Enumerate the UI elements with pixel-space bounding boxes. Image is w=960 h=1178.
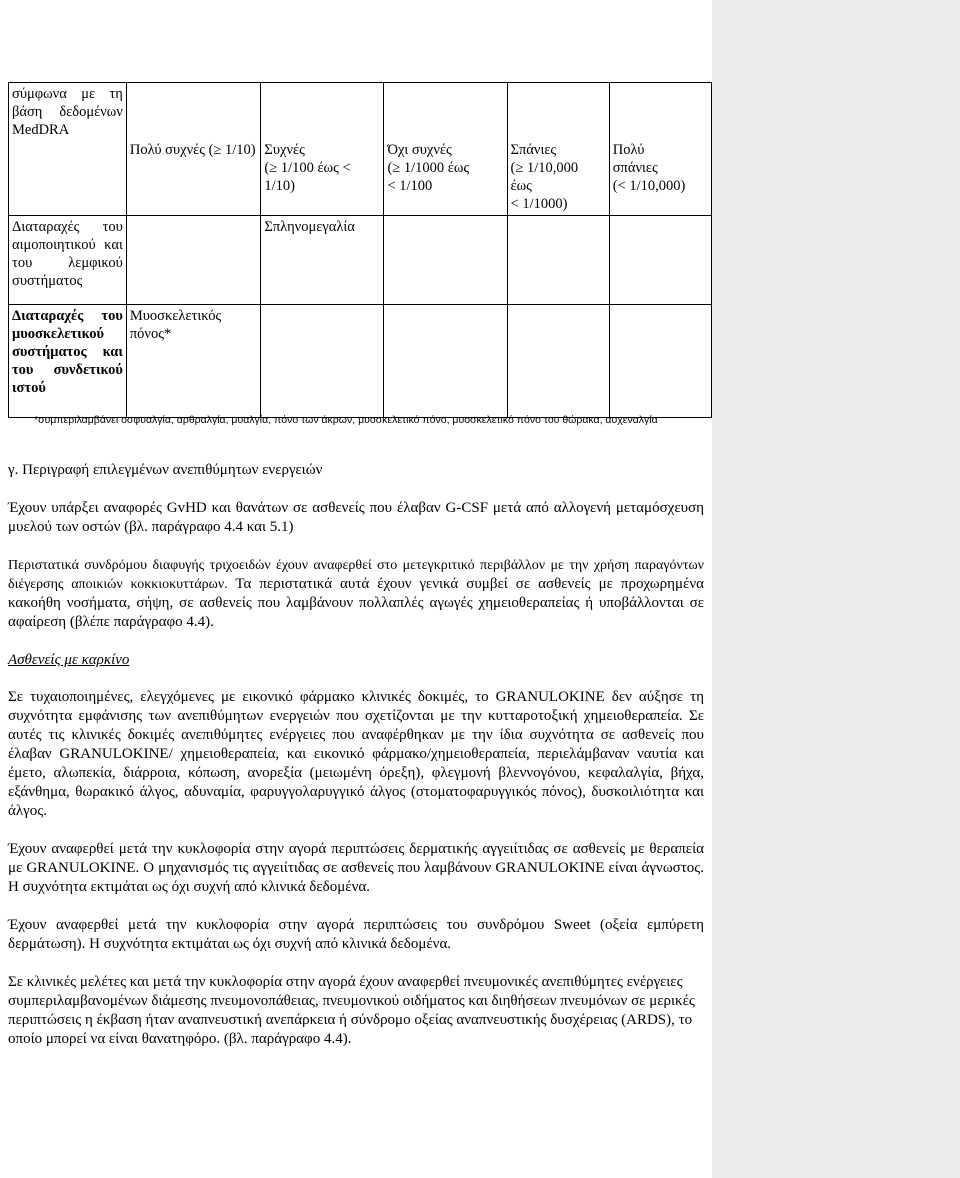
table-row <box>9 305 712 418</box>
row-very-rare <box>609 305 711 418</box>
paragraph-randomized-trials: Σε τυχαιοποιημένες, ελεγχόμενες με εικονικό φάρμακο κλινικές δοκιμές, το GRANULOKINE δεν αύξησε τη συχνότητα εμφάνισης των ανεπιθύμητων ενεργειών που σχετίζονται με την κυτταροτοξική χημειοθεραπεία. Σε αυτές τις κλινικές δοκιμές ανεπιθύμητες ενέργειες που αναφέρθηκαν με την ίδια συχνότητα σε ασθενείς που έλαβαν GRANULOKINE/ χημειοθεραπεία, και εικονικό φάρμακο/χημειοθεραπεία, περιελάμβαναν ναυτία και έμετο, αλωπεκία, διάρροια, κόπωση, ανορεξία (μειωμένη όρεξη), φλεγμονή βλεννογόνου, κεφαλαλγία, βήχα, εξάνθημα, θωρακικό άλγος, αδυναμία, φαρυγγολαρυγγικό άλγος (στοματοφαρυγγικός πόνος), δυσκοιλιότητα και άλγος. <box>8 689 704 819</box>
frequency-table <box>8 82 712 418</box>
row-common <box>261 305 384 418</box>
table-footnote: *συμπεριλαμβάνει οσφυαλγία, αρθραλγία, μυαλγία, πόνο των άκρων, μυοσκελετικό πόνο, μυοσκελετικό πόνο του θώρακα, αυχεναλγία <box>34 414 658 426</box>
comment-margin-pane <box>712 0 960 1178</box>
header-organ-class: σύμφωνα με τη βάση δεδομένων MedDRA <box>9 83 127 216</box>
row-organ-class: Διαταραχές του μυοσκελετικού συστήματος και του συνδετικού ιστού <box>9 305 127 418</box>
header-very-rare: Πολύ σπάνιες (< 1/10,000) <box>609 83 711 216</box>
table-row <box>9 216 712 305</box>
row-rare <box>507 305 609 418</box>
header-rare: Σπάνιες (≥ 1/10,000 έως < 1/1000) <box>507 83 609 216</box>
row-very-common: Μυοσκελετικός πόνος* <box>126 305 261 418</box>
header-very-common <box>126 83 261 216</box>
paragraph-pulmonary: Σε κλινικές μελέτες και μετά την κυκλοφορία στην αγορά έχουν αναφερθεί πνευμονικές ανεπιθύμητες ενέργειες συμπεριλαμβανομένων διάμεσης πνευμονοπάθειας, πνευμονικού οιδήματος και διηθήσεων πνευμόνων σε μερικές περιπτώσεις η έκβαση ήταν αναπνευστική ανεπάρκεια ή σύνδρομο οξείας αναπνευστικής δυσχέρειας (ARDS), το οποίο μπορεί να είναι θανατηφόρο. (βλ. παράγραφο 4.4). <box>8 974 695 1047</box>
row-common: Σπληνομεγαλία <box>261 216 384 305</box>
subheading-cancer-patients: Ασθενείς με καρκίνο <box>8 652 130 668</box>
paragraph-sweet-syndrome: Έχουν αναφερθεί μετά την κυκλοφορία στην αγορά περιπτώσεις του συνδρόμου Sweet (οξεία εμπύρετη δερμάτωση). Η συχνότητα εκτιμάται ως όχι συχνή από κλινικά δεδομένα. <box>8 917 704 952</box>
header-uncommon: Όχι συχνές (≥ 1/1000 έως < 1/100 <box>384 83 507 216</box>
paragraph-capillary-leak-part-b: Τα περιστατικά αυτά έχουν γενικά συμβεί σε ασθενείς με προχωρημένα κακοήθη νοσήματα, σήψη, σε ασθενείς που λαμβάνουν πολλαπλές αγωγές χημειοθεραπείας ή υποβάλλονται σε αφαίρεση (βλέπε παράγραφο 4.4). <box>8 576 704 630</box>
header-very-common-text: Πολύ συχνές (≥ 1/10) <box>129 142 256 158</box>
paragraph-capillary-leak-part-a: Περιστατικά συνδρόμου διαφυγής τριχοειδών έχουν αναφερθεί στο μετεγκριτικό περιβάλλον με την χρήση παραγόντων διέγερσης αποικιών κοκκιοκυττάρων. <box>8 558 704 592</box>
row-organ-class: Διαταραχές του αιμοποιητικού και του λεμφικού συστήματος <box>9 216 127 305</box>
row-uncommon <box>384 216 507 305</box>
section-heading: γ. Περιγραφή επιλεγμένων ανεπιθύμητων ενεργειών <box>8 462 323 478</box>
row-very-common <box>126 216 261 305</box>
paragraph-cutaneous-vasculitis: Έχουν αναφερθεί μετά την κυκλοφορία στην αγορά περιπτώσεις δερματικής αγγειίτιδας σε ασθενείς με θεραπεία με GRANULOKINE. Ο μηχανισμός τις αγγειίτιδας σε ασθενείς που λαμβάνουν GRANULOKINE είναι άγνωστος. Η συχνότητα εκτιμάται ως όχι συχνή από κλινικά δεδομένα. <box>8 841 704 895</box>
paragraph-capillary-leak <box>8 556 704 632</box>
table-header-row <box>9 83 712 216</box>
row-uncommon <box>384 305 507 418</box>
row-very-rare <box>609 216 711 305</box>
paragraph-gvhd: Έχουν υπάρξει αναφορές GvHD και θανάτων σε ασθενείς που έλαβαν G-CSF μετά από αλλογενή μεταμόσχευση μυελού των οστών (βλ. παράγραφο 4.4 και 5.1) <box>8 500 704 535</box>
row-rare <box>507 216 609 305</box>
header-common: Συχνές (≥ 1/100 έως < 1/10) <box>261 83 384 216</box>
